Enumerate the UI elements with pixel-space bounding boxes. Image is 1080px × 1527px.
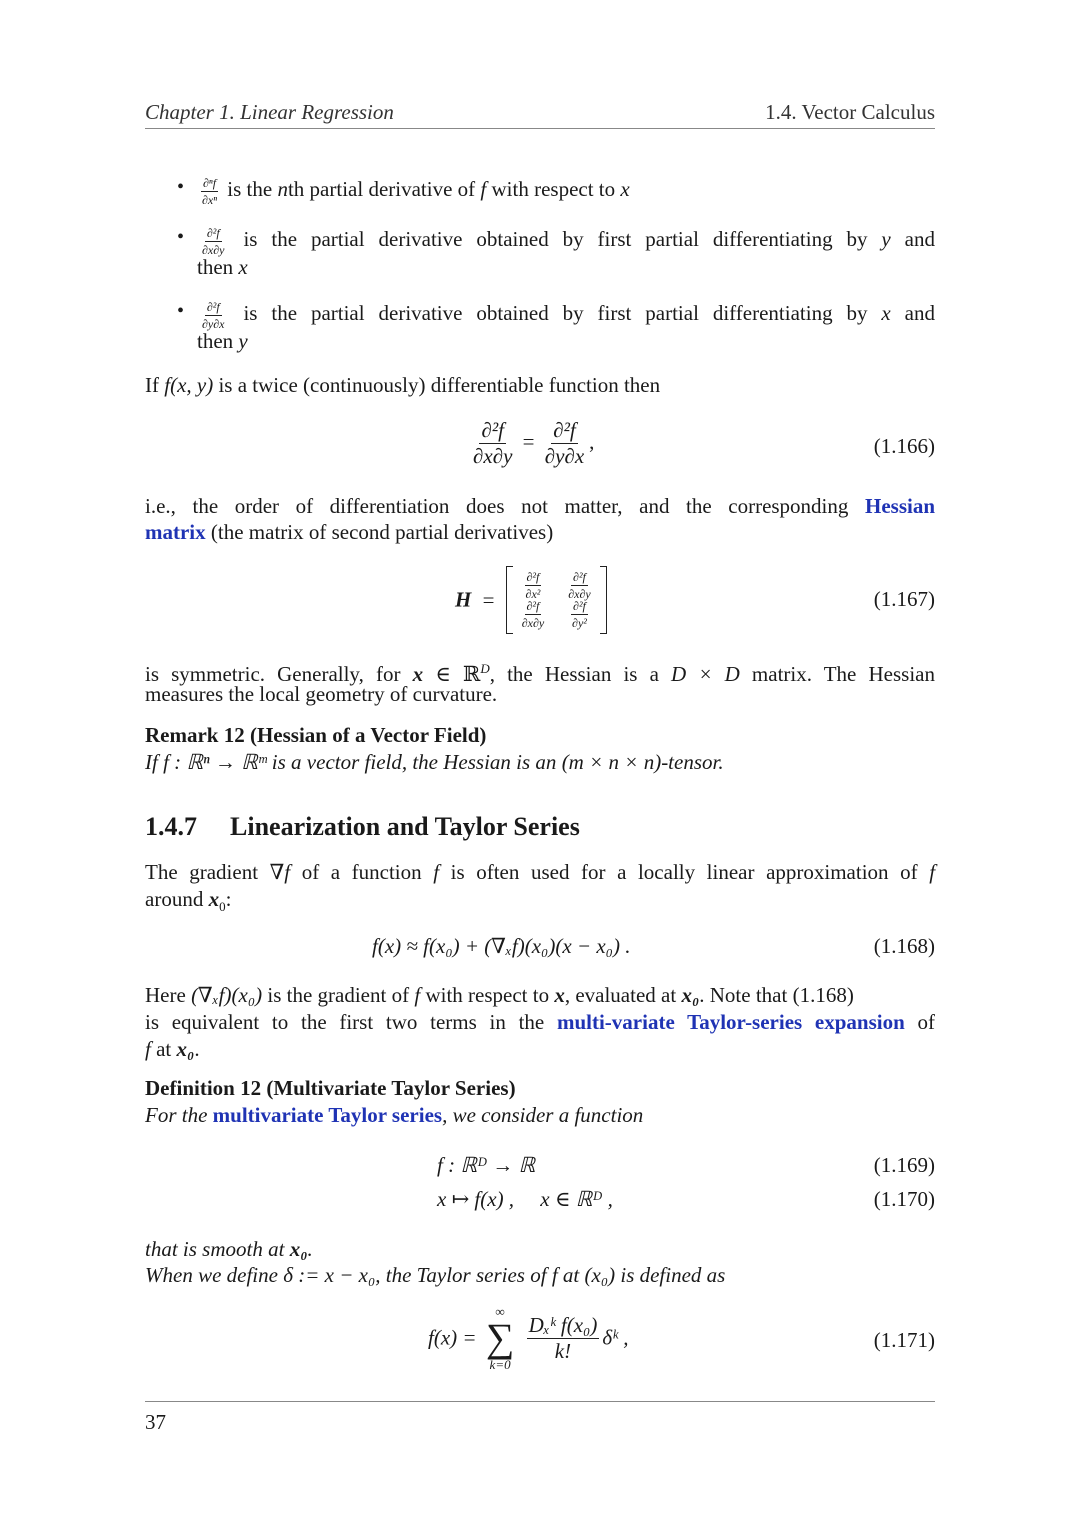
definition-title: Definition 12 (Multivariate Taylor Series) (145, 1076, 516, 1100)
paragraph-here-line2: is equivalent to the first two terms in the multi-variate Taylor-series expansion of (145, 1010, 936, 1034)
equation-number: (1.168) (873, 934, 935, 958)
paragraph-here-line3: f at x₀. (145, 1037, 200, 1061)
remark-title: Remark 12 (Hessian of a Vector Field) (145, 723, 487, 747)
fraction: $\frac{\text{∂ⁿf}}{\text{∂xⁿ}}$ (202, 175, 218, 207)
paragraph-hessian-line1: i.e., the order of differentiation does not matter, and the corresponding Hessian (145, 494, 936, 518)
bullet-mixed-yx-line2: then y (197, 329, 248, 353)
bullet-marker: • (177, 176, 185, 198)
equation-1-168: f(x) ≈ f(x₀) + (∇ₓf)(x₀)(x − x₀) . (372, 934, 631, 958)
page-number: 37 (145, 1410, 166, 1434)
bullet-mixed-yx-line1: $\frac{\text{∂²f}}{\partial y\partial x}$ is the partial derivative obtained by first partial differentiating by x and (202, 299, 935, 331)
bullet-marker: • (177, 226, 185, 248)
bullet-marker: • (177, 300, 185, 322)
equation-number: (1.169) (873, 1153, 935, 1177)
hessian-matrix: ∂²f ∂x² ∂²f ∂x∂y ∂²f ∂x∂y ∂²f ∂y² (506, 566, 607, 634)
matrix-link[interactable]: matrix (145, 520, 206, 544)
equation-1-169: f : ℝᴰ → ℝ (437, 1153, 536, 1177)
taylor-expansion-link[interactable]: multi-variate Taylor-series expansion (556, 1010, 905, 1034)
paragraph-symmetric-line2: measures the local geometry of curvature. (145, 682, 498, 706)
equation-1-166: $\frac{\text{∂²f}}{\partial x\partial y}$ = $\frac{\text{∂²f}}{\partial y\partial x}$ , (473, 418, 595, 468)
hessian-link[interactable]: Hessian (865, 494, 936, 518)
paragraph-smooth-line1: that is smooth at x₀. (145, 1237, 313, 1261)
footer-rule (145, 1401, 935, 1402)
running-header-section: 1.4. Vector Calculus (765, 100, 935, 124)
equation-number: (1.167) (873, 587, 935, 611)
paragraph-gradient-line2: around $x_0$: (145, 887, 232, 915)
equation-1-167: H = ∂²f ∂x² ∂²f ∂x∂y ∂²f ∂x∂y ∂²f ∂y² (455, 566, 607, 634)
definition-body: For the multivariate Taylor series, we consider a function (145, 1103, 644, 1127)
section-heading: 1.4.7 Linearization and Taylor Series (145, 812, 580, 841)
header-rule (145, 128, 935, 129)
equation-number: (1.170) (873, 1187, 935, 1211)
bullet-mixed-xy-line1: $\frac{\text{∂²f}}{\partial x\partial y}$ is the partial derivative obtained by first partial differentiating by y and (202, 225, 935, 257)
equation-1-170: x ↦ f(x) , x ∈ ℝᴰ , (437, 1187, 613, 1211)
summation: ∞ ∑ k=0 (485, 1304, 515, 1372)
paragraph-hessian-line2: matrix (the matrix of second partial derivatives) (145, 520, 554, 544)
paragraph-twice-differentiable: If f(x, y) is a twice (continuously) differentiable function then (145, 373, 661, 397)
paragraph-smooth-line2: When we define δ := x − x₀, the Taylor series of f at (x₀) is defined as (145, 1263, 726, 1287)
bullet-mixed-xy-line2: then x (197, 255, 248, 279)
bullet-nth-derivative: $\frac{\text{∂ⁿf}}{\text{∂xⁿ}}$ is the nth partial derivative of f with respect to x (202, 175, 630, 207)
paragraph-gradient-line1: The gradient ∇f of a function f is often used for a locally linear approximation of f (145, 860, 936, 884)
running-header-chapter: Chapter 1. Linear Regression (145, 100, 394, 124)
paragraph-symmetric-line1: is symmetric. Generally, for x ∈ ℝ$^D$, the Hessian is a D × D matrix. The Hessian (145, 661, 935, 686)
equation-number: (1.171) (873, 1328, 935, 1352)
remark-body: If f : ℝⁿ → ℝᵐ is a vector field, the Hessian is an (m × n × n)-tensor. (145, 750, 724, 774)
paragraph-here-line1: Here (∇ₓf)(x₀) is the gradient of f with respect to x, evaluated at x₀. Note that (1.168) (145, 983, 854, 1007)
equation-number: (1.166) (873, 434, 935, 458)
taylor-series-link[interactable]: multivariate Taylor series (212, 1103, 443, 1127)
equation-1-171: f(x) = ∞ ∑ k=0 Dₓᵏ f(x₀) k! δᵏ , (428, 1304, 629, 1372)
